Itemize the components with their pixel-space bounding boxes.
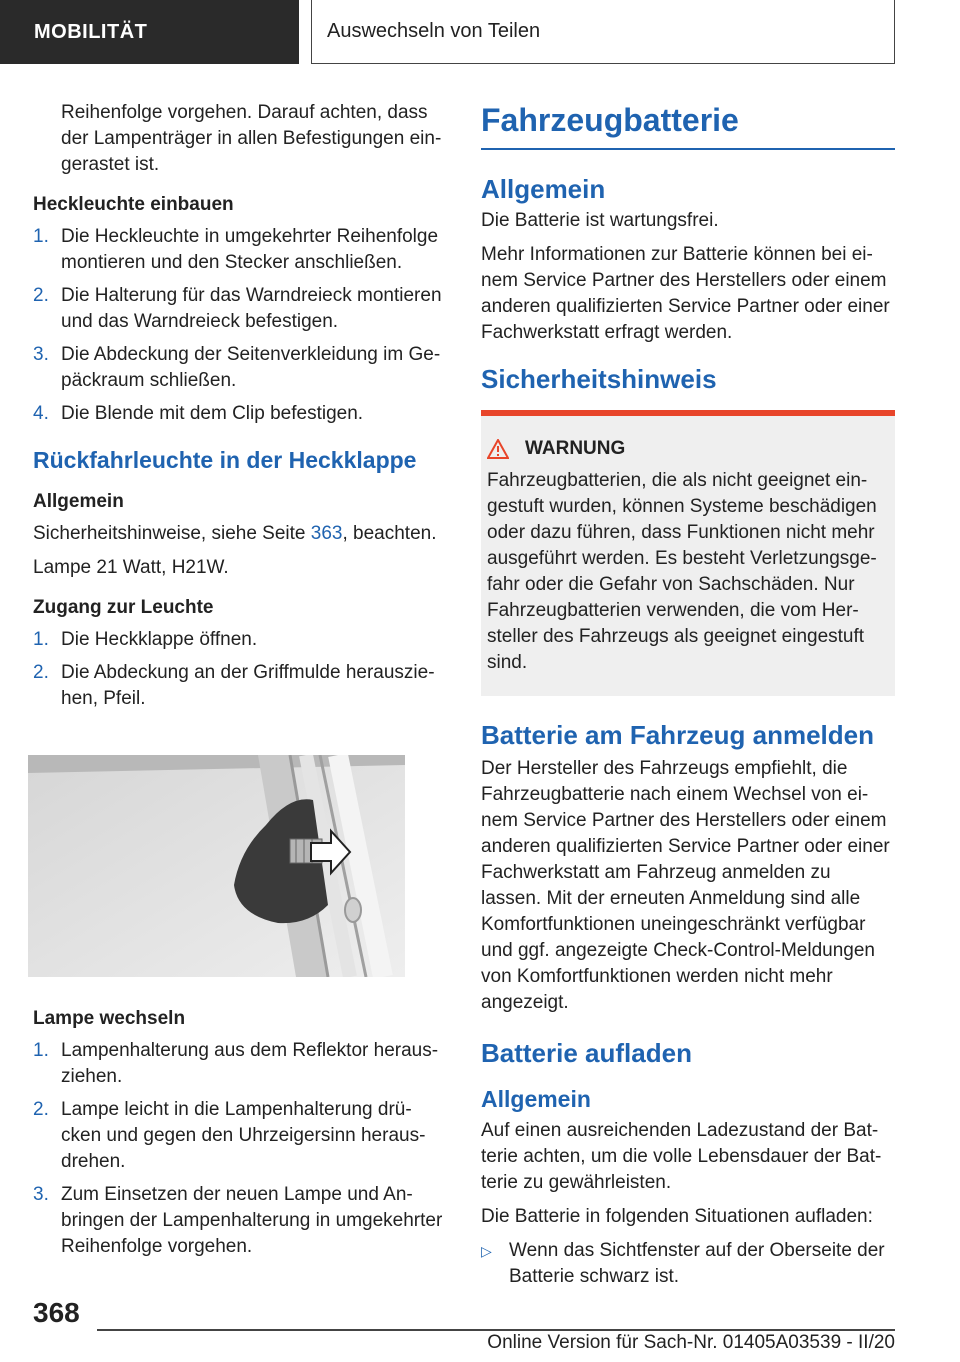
tailgate-cover-figure (28, 755, 405, 977)
warning-text: Fahrzeugbatterien, die als nicht geeignet eingestuft wurden, können Systeme beschädigen oder dazu führen, dass Funktionen nicht mehr ausgeführt werden. Es besteht Verletzungsgefahr oder die Gefahr von Sachschäden. Nur Fahrzeugbatterien verwenden, die vom Hersteller des Fahrzeugs als geeignet eingestuft sind. (487, 470, 877, 673)
list-item: ▷ Wenn das Sichtfenster auf der Oberseite der Batterie schwarz ist. (481, 1240, 885, 1287)
change-heading: Lampe wechseln (33, 1008, 186, 1029)
right-column (481, 100, 895, 1290)
warning-label: WARNUNG (525, 438, 626, 459)
list-item: 3. Die Abdeckung der Seitenverkleidung im Gepäckraum schließen. (33, 344, 441, 391)
charge-heading: Batterie aufladen (481, 1038, 692, 1068)
charge-general-heading: Allgemein (481, 1086, 591, 1112)
list-item: 2. Die Halterung für das Warndreieck montieren und das Warndreieck befestigen. (33, 285, 442, 332)
list-item: 2. Die Abdeckung an der Griffmulde herausziehen, Pfeil. (33, 662, 435, 709)
left-column (33, 100, 445, 719)
info-text: Mehr Informationen zur Batterie können bei einem Service Partner des Herstellers oder einem anderen qualifizierten Service Partner oder einer Fachwerkstatt erfragt werden. (481, 244, 890, 343)
list-item: 1. Die Heckklappe öffnen. (33, 629, 258, 650)
header-section: MOBILITÄT (0, 0, 299, 64)
header-chapter: Auswechseln von Teilen (311, 0, 895, 64)
charge-text: Auf einen ausreichenden Ladezustand der Batterie achten, um die volle Lebensdauer der Batterie zu gewährleisten. (481, 1120, 882, 1193)
intro-text: Reihenfolge vorgehen. Darauf achten, dass der Lampenträger in allen Befestigungen eingerastet ist. (61, 102, 442, 175)
maintenance-text: Die Batterie ist wartungsfrei. (481, 210, 719, 231)
list-item: 4. Die Blende mit dem Clip befestigen. (33, 403, 364, 424)
access-heading: Zugang zur Leuchte (33, 597, 214, 618)
general-subheading: Allgemein (33, 491, 124, 512)
register-text: Der Hersteller des Fahrzeugs empfiehlt, die Fahrzeugbatterie nach einem Wechsel von einem Service Partner des Herstellers oder einem anderen qualifizierten Service Partner oder einer Fachwerkstatt am Fahrzeug anmelden zu lassen. Mit der erneuten Anmeldung sind alle Komfortfunktionen uneingeschränkt verfügbar und ggf. angezeigte Check-Control-Meldungen von Komfortfunktionen werden nicht mehr angezeigt. (481, 758, 890, 1013)
list-item: 1. Die Heckleuchte in umgekehrter Reihenfolge montieren und den Stecker anschließen. (33, 226, 439, 273)
general-heading: Allgemein (481, 174, 606, 204)
title-rule (481, 148, 895, 150)
list-item: 2. Lampe leicht in die Lampenhalterung drücken und gegen den Uhrzeigersinn herausdrehen. (33, 1099, 426, 1172)
access-steps (33, 627, 445, 712)
footer-rule (97, 1329, 895, 1331)
list-item: 3. Zum Einsetzen der neuen Lampe und Anbringen der Lampenhalterung in umgekehrter Reihenfolge vorgehen. (33, 1184, 443, 1257)
charge-list (481, 1238, 895, 1290)
page-link[interactable]: 363 (310, 523, 343, 544)
warning-title (487, 436, 879, 462)
install-steps (33, 224, 445, 427)
safety-reference: Sicherheitshinweise, siehe Seite 363, beachten. (33, 523, 437, 544)
warning-box (481, 410, 895, 696)
charge-situations: Die Batterie in folgenden Situationen aufladen: (481, 1206, 873, 1227)
lamp-spec: Lampe 21 Watt, H21W. (33, 557, 229, 578)
register-heading: Batterie am Fahrzeug anmelden (481, 720, 874, 750)
change-steps (33, 1038, 445, 1260)
warning-triangle-icon (487, 439, 509, 459)
left-column-lower (33, 1006, 445, 1267)
footer-version: Online Version für Sach-Nr. 01405A03539 - II/20 (487, 1332, 895, 1353)
triangle-bullet-icon: ▷ (481, 1243, 492, 1259)
page-number: 368 (33, 1297, 80, 1328)
list-item: 1. Lampenhalterung aus dem Reflektor herausziehen. (33, 1040, 439, 1087)
safety-heading: Sicherheitshinweis (481, 364, 717, 394)
reverse-light-heading: Rückfahrleuchte in der Heckklappe (33, 447, 417, 473)
page-title: Fahrzeugbatterie (481, 102, 739, 138)
install-heading: Heckleuchte einbauen (33, 194, 234, 215)
